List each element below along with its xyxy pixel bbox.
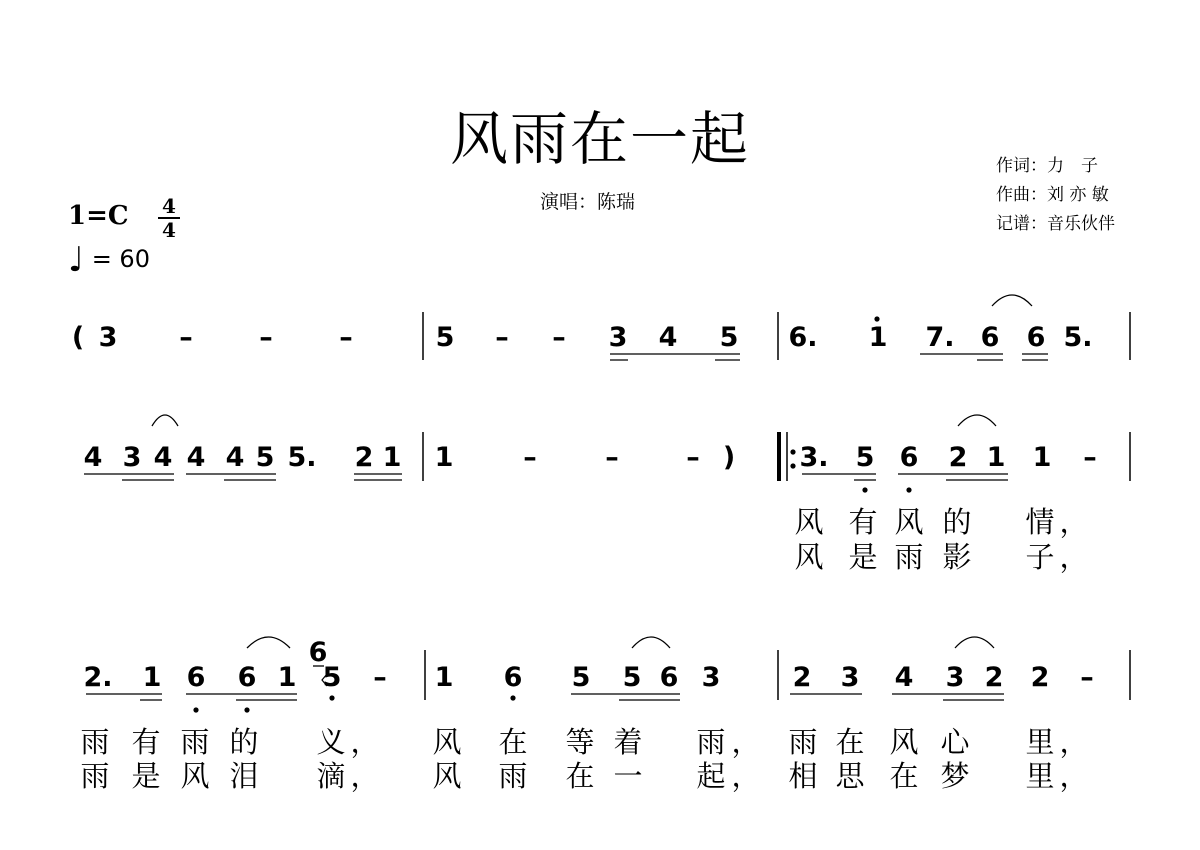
lyric-char: 在 — [835, 725, 865, 759]
slur — [958, 415, 996, 426]
lyric-char: 义 — [316, 725, 346, 759]
lyric-char: ， — [731, 759, 761, 793]
lyric-char: 心 — [940, 725, 970, 759]
time-signature-top: 4 — [162, 194, 176, 218]
note: 3 — [608, 322, 628, 353]
lyric-char: 风 — [794, 540, 824, 574]
lyric-char: ， — [731, 725, 761, 759]
lyric-char: 雨 — [788, 725, 818, 759]
note: 4 — [83, 442, 103, 473]
note: 5. — [1063, 322, 1093, 353]
note: 5 — [322, 662, 342, 693]
lyric-char: 影 — [942, 540, 972, 574]
lyric-char: 在 — [889, 759, 919, 793]
note: 3. — [799, 442, 829, 473]
note: 4 — [658, 322, 678, 353]
lyric-char: 情 — [1025, 505, 1055, 539]
note: 5 — [571, 662, 591, 693]
note: 1 — [434, 662, 454, 693]
lyric-char: 雨 — [894, 540, 924, 574]
key-signature: 1=C — [68, 201, 129, 231]
lyric-char: 的 — [229, 725, 259, 759]
note: 3 — [840, 662, 860, 693]
dash: – — [1083, 442, 1097, 473]
open-paren: ( — [71, 322, 85, 353]
note: 2. — [83, 662, 113, 693]
note: 6 — [503, 662, 523, 693]
dash: – — [686, 442, 700, 473]
lyric-char: ， — [1059, 540, 1089, 574]
repeat-dot — [790, 463, 795, 468]
note: 2 — [792, 662, 812, 693]
note: 1 — [868, 322, 888, 353]
lyric-char: 梦 — [940, 759, 970, 793]
note: 4 — [225, 442, 245, 473]
lyric-char: 是 — [848, 540, 878, 574]
note: 3 — [701, 662, 721, 693]
time-signature-bottom: 4 — [162, 218, 176, 242]
note: 5 — [855, 442, 875, 473]
lyric-char: 风 — [432, 725, 462, 759]
note: 6 — [1026, 322, 1046, 353]
note: 1 — [434, 442, 454, 473]
composer-credit: 作曲：刘 亦 敏 — [996, 185, 1109, 205]
note: 5. — [287, 442, 317, 473]
note: 5 — [622, 662, 642, 693]
lyric-char: 的 — [942, 505, 972, 539]
lyric-char: 起 — [696, 759, 726, 793]
dash: – — [259, 322, 273, 353]
low-octave-dot — [329, 695, 334, 700]
lyric-char: ， — [350, 759, 380, 793]
note: 2 — [984, 662, 1004, 693]
lyric-char: 雨 — [80, 759, 110, 793]
lyric-char: 里 — [1025, 725, 1055, 759]
lyric-char: ， — [1059, 725, 1089, 759]
singer-credit: 演唱：陈瑞 — [540, 191, 636, 213]
lyric-char: 里 — [1025, 759, 1055, 793]
slur — [955, 637, 994, 648]
low-octave-dot — [862, 487, 867, 492]
song-title: 风雨在一起 — [449, 105, 750, 173]
note: 6 — [980, 322, 1000, 353]
dash: – — [605, 442, 619, 473]
dash: – — [339, 322, 353, 353]
note: 7. — [925, 322, 955, 353]
low-octave-dot — [510, 695, 515, 700]
low-octave-dot — [906, 487, 911, 492]
note: 4 — [153, 442, 173, 473]
lyric-char: ， — [1059, 759, 1089, 793]
close-paren: ) — [722, 442, 736, 473]
high-octave-dot — [874, 316, 879, 321]
lyric-char: ， — [1059, 505, 1089, 539]
dash: – — [179, 322, 193, 353]
note: 1 — [1032, 442, 1052, 473]
lyric-char: 子 — [1025, 540, 1055, 574]
grace-note: 6 — [308, 637, 328, 668]
lyric-char: 有 — [131, 725, 161, 759]
slur — [247, 637, 290, 648]
lyric-char: 风 — [894, 505, 924, 539]
transcriber-credit: 记谱：音乐伙伴 — [996, 214, 1115, 234]
lyric-char: 滴 — [316, 759, 346, 793]
low-octave-dot — [193, 707, 198, 712]
dash: – — [523, 442, 537, 473]
slur — [632, 637, 670, 648]
dash: – — [552, 322, 566, 353]
lyric-char: 雨 — [498, 759, 528, 793]
lyric-char: 泪 — [229, 759, 259, 793]
repeat-dot — [790, 449, 795, 454]
dash: – — [1080, 662, 1094, 693]
note: 2 — [1030, 662, 1050, 693]
lyric-char: 有 — [848, 505, 878, 539]
note: 6 — [659, 662, 679, 693]
lyric-char: 等 — [565, 725, 595, 759]
quarter-note-icon: ♩ — [68, 240, 85, 280]
note: 6 — [899, 442, 919, 473]
lyric-char: 一 — [613, 759, 643, 793]
dash: – — [495, 322, 509, 353]
lyric-char: 着 — [613, 725, 643, 759]
note: 4 — [894, 662, 914, 693]
low-octave-dot — [244, 707, 249, 712]
lyric-char: 雨 — [696, 725, 726, 759]
dash: – — [373, 662, 387, 693]
note: 5 — [435, 322, 455, 353]
note: 5 — [719, 322, 739, 353]
slur — [152, 415, 178, 426]
note: 1 — [382, 442, 402, 473]
slur — [992, 295, 1032, 306]
lyric-char: 雨 — [80, 725, 110, 759]
note: 6. — [788, 322, 818, 353]
lyric-char: 思 — [835, 759, 865, 793]
lyric-char: 风 — [432, 759, 462, 793]
tempo-value: = 60 — [91, 245, 150, 273]
note: 2 — [354, 442, 374, 473]
lyricist-credit: 作词：力 子 — [996, 156, 1098, 176]
note: 6 — [237, 662, 257, 693]
note: 3 — [98, 322, 118, 353]
note: 1 — [142, 662, 162, 693]
note: 3 — [122, 442, 142, 473]
note: 4 — [186, 442, 206, 473]
note: 6 — [186, 662, 206, 693]
lyric-char: 是 — [131, 759, 161, 793]
lyric-char: 风 — [180, 759, 210, 793]
lyric-char: 雨 — [180, 725, 210, 759]
lyric-char: 在 — [565, 759, 595, 793]
note: 1 — [277, 662, 297, 693]
lyric-char: 风 — [794, 505, 824, 539]
lyric-char: 风 — [889, 725, 919, 759]
note: 2 — [948, 442, 968, 473]
lyric-char: ， — [350, 725, 380, 759]
note: 3 — [945, 662, 965, 693]
note: 1 — [986, 442, 1006, 473]
lyric-char: 相 — [788, 759, 818, 793]
note: 5 — [255, 442, 275, 473]
lyric-char: 在 — [498, 725, 528, 759]
